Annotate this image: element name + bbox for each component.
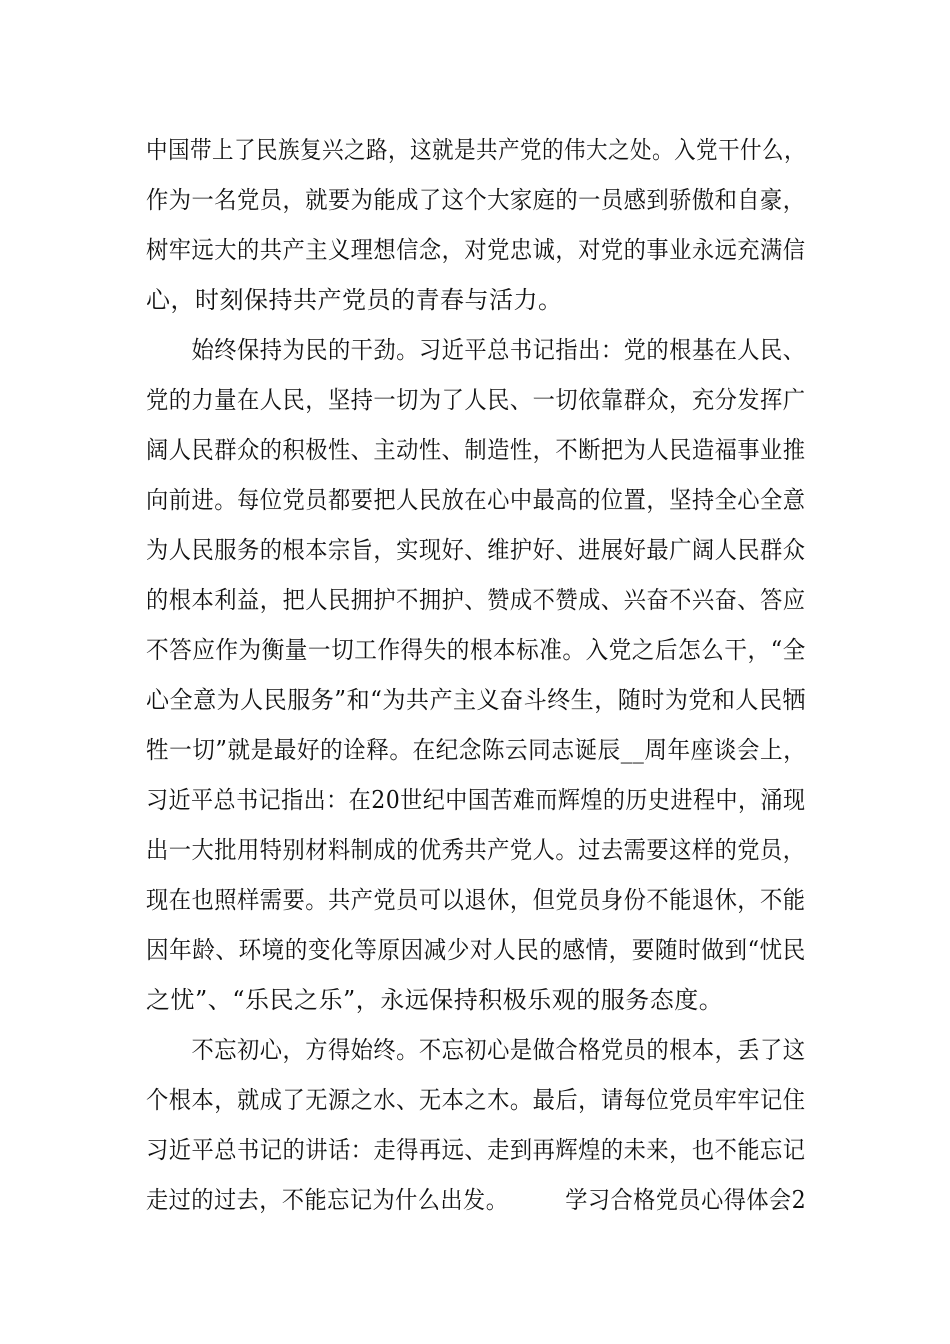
text-line: 牲一切”就是最好的诠释。在纪念陈云同志诞辰__周年座谈会上， [146,736,807,764]
text-line: 心，时刻保持共产党员的青春与活力。 [146,286,563,314]
text-line: 作为一名党员，就要为能成了这个大家庭的一员感到骄傲和自豪， [146,186,806,214]
text-line: 因年龄、环境的变化等原因减少对人民的感情，要随时做到“忧民 [146,936,806,964]
text-line: 习近平总书记的讲话：走得再远、走到再辉煌的未来，也不能忘记 [146,1136,806,1164]
text-line: 为人民服务的根本宗旨，实现好、维护好、进展好最广阔人民群众 [146,536,806,564]
paragraph-start: 始终保持为民的干劲。习近平总书记指出：党的根基在人民、 [146,336,806,364]
text-line: 树牢远大的共产主义理想信念，对党忠诚，对党的事业永远充满信 [146,236,806,264]
paragraph-start: 不忘初心，方得始终。不忘初心是做合格党员的根本，丢了这 [146,1036,806,1064]
text-line: 现在也照样需要。共产党员可以退休，但党员身份不能退休，不能 [146,886,806,914]
text-line: 之忧”、“乐民之乐”，永远保持积极乐观的服务态度。 [146,986,724,1014]
text-line: 习近平总书记指出：在20世纪中国苦难而辉煌的历史进程中，涌现 [146,786,806,814]
text-line: 中国带上了民族复兴之路，这就是共产党的伟大之处。入党干什么， [146,136,806,164]
text-line: 不答应作为衡量一切工作得失的根本标准。入党之后怎么干，“全 [146,636,806,664]
text-line: 心全意为人民服务”和“为共产主义奋斗终生，随时为党和人民牺 [146,686,807,714]
text-line: 阔人民群众的积极性、主动性、制造性，不断把为人民造福事业推 [146,436,806,464]
text-line: 个根本，就成了无源之水、无本之木。最后，请每位党员牢牢记住 [146,1086,806,1114]
text-line: 走过的过去，不能忘记为什么出发。 学习合格党员心得体会2 [146,1186,807,1214]
text-line: 的根本利益，把人民拥护不拥护、赞成不赞成、兴奋不兴奋、答应 [146,586,806,614]
text-line: 党的力量在人民，坚持一切为了人民、一切依靠群众，充分发挥广 [146,386,806,414]
text-line: 向前进。每位党员都要把人民放在心中最高的位置，坚持全心全意 [146,486,806,514]
text-line: 出一大批用特别材料制成的优秀共产党人。过去需要这样的党员， [146,836,806,864]
